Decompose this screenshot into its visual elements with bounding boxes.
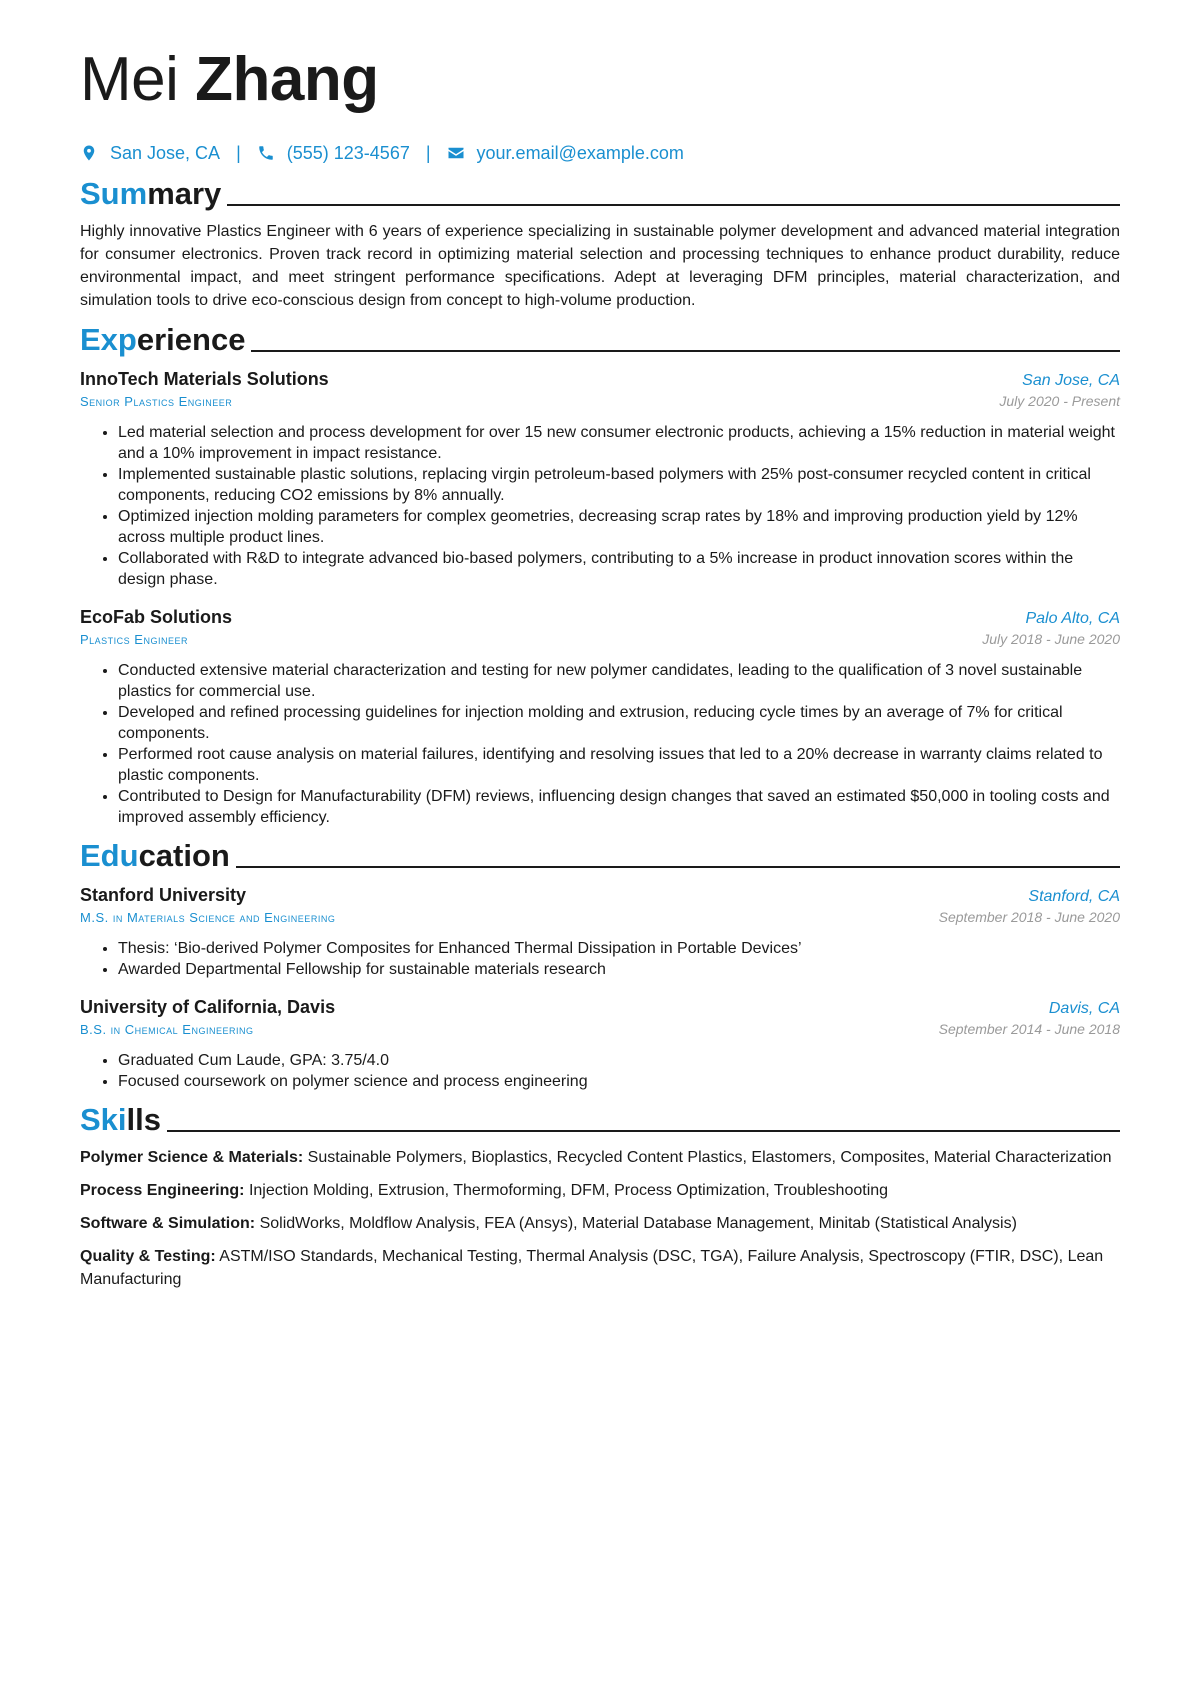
entry-location: San Jose, CA: [1022, 372, 1120, 389]
first-name: Mei: [80, 45, 179, 114]
skill-category: Process Engineering:: [80, 1182, 245, 1199]
section-rule: [167, 1130, 1120, 1132]
contact-separator: |: [236, 142, 241, 163]
school-name: University of California, Davis: [80, 997, 336, 1017]
bullet-item: • Collaborated with R&D to integrate advanced bio-based polymers, contributing to a 5% increase in product innovation scores within the design phase.: [118, 548, 1120, 590]
entry-location: Palo Alto, CA: [1025, 610, 1120, 627]
entry-dates: September 2018 - June 2020: [938, 909, 1120, 925]
skill-items: ASTM/ISO Standards, Mechanical Testing, Thermal Analysis (DSC, TGA), Failure Analysis, Spectroscopy (FTIR, DSC), Lean Manufacturing: [80, 1248, 1104, 1288]
section-title: Skills: [80, 1102, 161, 1137]
section-header: [80, 1098, 1120, 1138]
education-section: [80, 834, 1120, 1092]
contact-email[interactable]: [447, 143, 684, 164]
bullet-item: • Focused coursework on polymer science and process engineering: [118, 1071, 1120, 1092]
section-header: [80, 834, 1120, 874]
skill-category: Quality & Testing:: [80, 1248, 216, 1265]
bullet-list: [80, 422, 1120, 590]
phone-icon: [257, 144, 275, 162]
skill-row: [80, 1146, 1120, 1169]
last-name: Zhang: [195, 45, 379, 114]
bullet-item: • Graduated Cum Laude, GPA: 3.75/4.0: [118, 1050, 1120, 1071]
phone-text: (555) 123-4567: [286, 142, 410, 163]
skill-row: [80, 1245, 1120, 1291]
bullet-item: • Thesis: ‘Bio-derived Polymer Composites for Enhanced Thermal Dissipation in Portable Devices’: [118, 938, 1120, 959]
education-entry: [80, 882, 1120, 980]
job-title: Senior Plastics Engineer: [80, 394, 233, 409]
summary-text: Highly innovative Plastics Engineer with 6 years of experience specializing in sustainable polymer development and advanced material integration for consumer electronics. Proven track record in optimizing material selection and processing techniques to enhance product durability, reduce environmental impact, and meet stringent performance specifications. Adept at leveraging DFM principles, material characterization, and simulation tools to drive eco-conscious design from concept to high-volume production.: [80, 223, 1120, 309]
bullet-item: • Performed root cause analysis on material failures, identifying and resolving issues that led to a 20% decrease in warranty claims related to plastic components.: [118, 744, 1120, 786]
section-title: Summary: [80, 176, 222, 211]
contact-phone[interactable]: [257, 143, 410, 164]
location-text: San Jose, CA: [110, 142, 221, 163]
section-header: [80, 318, 1120, 358]
bullet-item: • Contributed to Design for Manufacturability (DFM) reviews, influencing design changes that saved an estimated $50,000 in tooling costs and improved assembly efficiency.: [118, 786, 1120, 828]
skill-category: Software & Simulation:: [80, 1215, 256, 1232]
envelope-icon: [447, 144, 465, 162]
employer-name: EcoFab Solutions: [80, 607, 233, 627]
experience-section: [80, 318, 1120, 828]
bullet-item: • Awarded Departmental Fellowship for sustainable materials research: [118, 959, 1120, 980]
bullet-item: • Implemented sustainable plastic solutions, replacing virgin petroleum-based polymers with 25% post-consumer recycled content in critical components, reducing CO2 emissions by 8% annually.: [118, 464, 1120, 506]
job-title: Plastics Engineer: [80, 632, 188, 647]
section-rule: [236, 866, 1120, 868]
candidate-name: [80, 40, 1120, 120]
bullet-item: • Developed and refined processing guidelines for injection molding and extrusion, reducing cycle times by an average of 7% for critical components.: [118, 702, 1120, 744]
bullet-list: [80, 1050, 1120, 1092]
skill-row: [80, 1179, 1120, 1202]
section-title: Education: [80, 838, 230, 873]
degree: B.S. in Chemical Engineering: [80, 1022, 254, 1037]
section-header: [80, 172, 1120, 212]
email-text: your.email@example.com: [476, 142, 684, 163]
section-rule: [227, 204, 1120, 206]
entry-dates: September 2014 - June 2018: [938, 1021, 1120, 1037]
skill-items: Sustainable Polymers, Bioplastics, Recycled Content Plastics, Elastomers, Composites, Material Characterization: [307, 1149, 1112, 1166]
bullet-list: [80, 938, 1120, 980]
section-rule: [251, 350, 1120, 352]
contact-line: [80, 140, 1120, 166]
section-title: Experience: [80, 322, 246, 357]
skill-items: Injection Molding, Extrusion, Thermoforming, DFM, Process Optimization, Troubleshooting: [248, 1182, 889, 1199]
entry-dates: July 2018 - June 2020: [982, 631, 1120, 647]
skill-category: Polymer Science & Materials:: [80, 1149, 304, 1166]
experience-entry: [80, 604, 1120, 828]
bullet-item: • Led material selection and process development for over 15 new consumer electronic products, achieving a 15% reduction in material weight and a 10% improvement in impact resistance.: [118, 422, 1120, 464]
resume-page: [80, 40, 1120, 1291]
map-pin-icon: [80, 144, 98, 162]
entry-location: Stanford, CA: [1028, 888, 1120, 905]
skill-row: [80, 1212, 1120, 1235]
degree: M.S. in Materials Science and Engineering: [80, 910, 336, 925]
summary-section: [80, 172, 1120, 312]
entry-dates: July 2020 - Present: [999, 393, 1120, 409]
bullet-list: [80, 660, 1120, 828]
contact-separator: |: [425, 142, 431, 163]
employer-name: InnoTech Materials Solutions: [80, 369, 329, 389]
school-name: Stanford University: [80, 885, 247, 905]
education-entry: [80, 994, 1120, 1092]
experience-entry: [80, 366, 1120, 590]
contact-location: [80, 143, 220, 164]
skills-section: [80, 1098, 1120, 1291]
bullet-item: • Conducted extensive material characterization and testing for new polymer candidates, leading to the qualification of 3 novel sustainable plastics for commercial use.: [118, 660, 1120, 702]
skill-items: SolidWorks, Moldflow Analysis, FEA (Ansys), Material Database Management, Minitab (Statistical Analysis): [259, 1215, 1017, 1232]
entry-location: Davis, CA: [1048, 1000, 1120, 1017]
bullet-item: • Optimized injection molding parameters for complex geometries, decreasing scrap rates by 18% and improving production yield by 12% across multiple product lines.: [118, 506, 1120, 548]
